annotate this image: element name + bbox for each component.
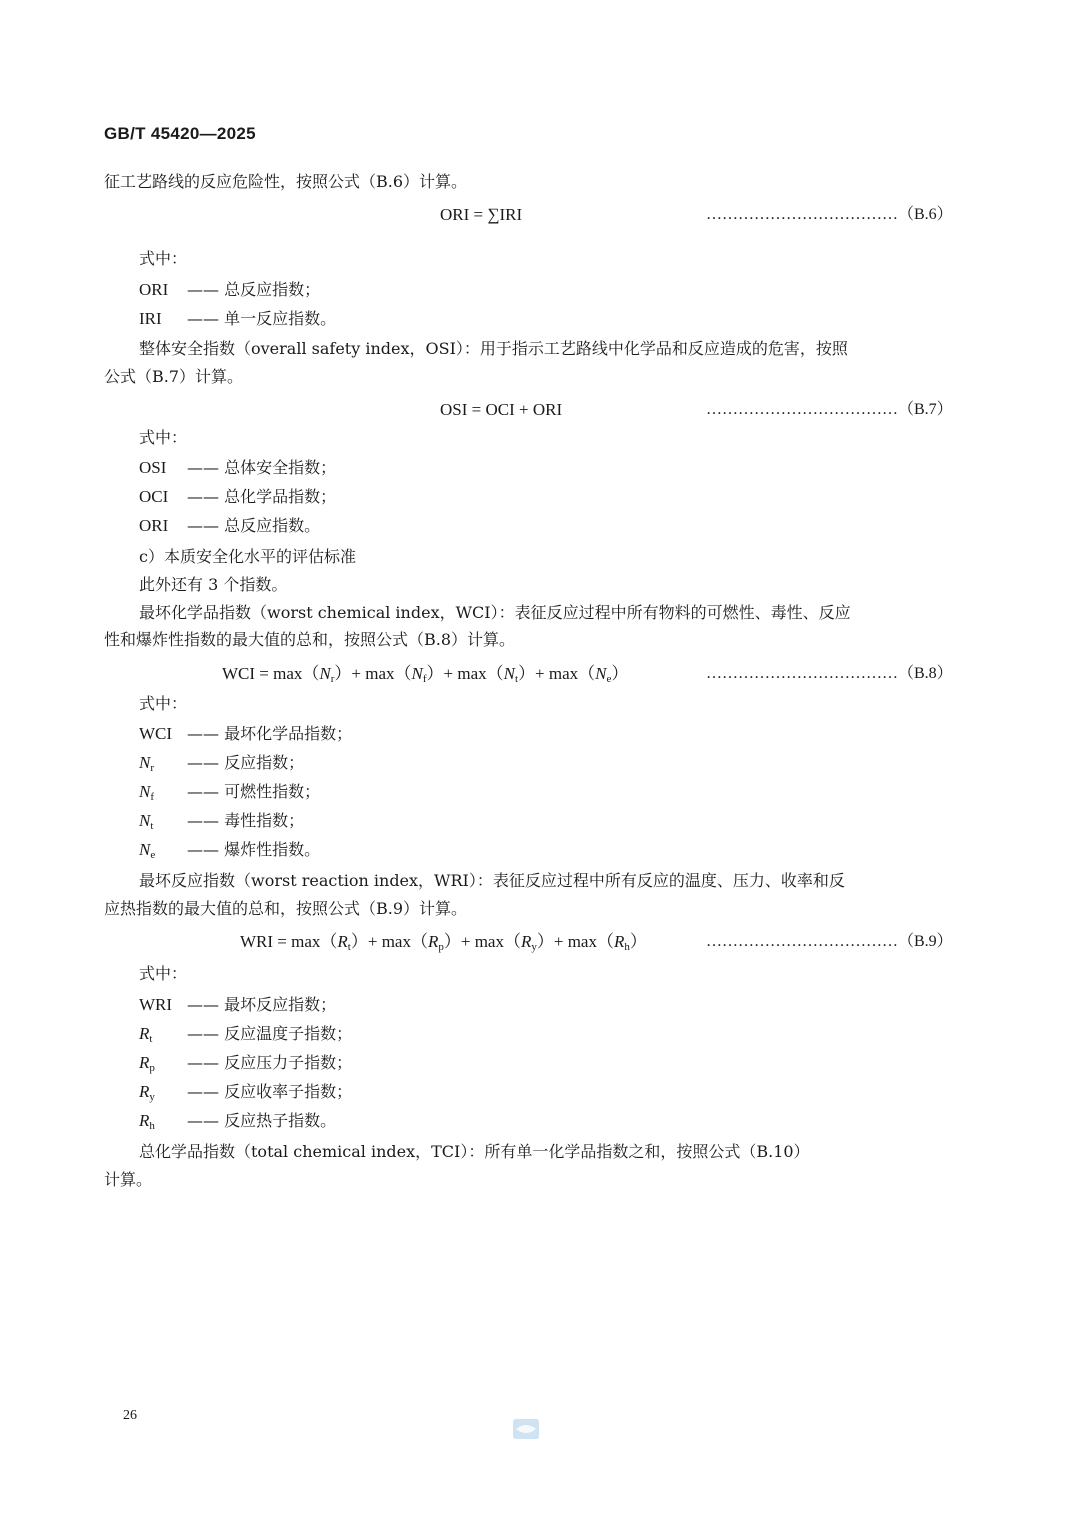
equation-number-b6: ………………………………（B.6） [706, 206, 953, 223]
where-label: 式中： [139, 249, 188, 268]
document-number: GB/T 45420—2025 [104, 124, 256, 143]
paragraph: 性和爆炸性指数的最大值的总和，按照公式（B.8）计算。 [104, 630, 516, 649]
definition-symbol: $R_p$ [139, 1053, 155, 1074]
paragraph: 公式（B.7）计算。 [104, 367, 244, 386]
definition-symbol: WCI [139, 724, 173, 743]
paragraph: 应热指数的最大值的总和，按照公式（B.9）计算。 [104, 899, 468, 918]
definition-text: —— 反应压力子指数； [187, 1053, 353, 1072]
where-label: 式中： [139, 694, 188, 713]
where-label: 式中： [139, 428, 188, 447]
definition-text: —— 爆炸性指数。 [187, 840, 321, 859]
definition-text: —— 反应热子指数。 [187, 1111, 337, 1130]
definition-text: —— 单一反应指数。 [187, 309, 337, 328]
definition-text: —— 反应指数； [187, 753, 305, 772]
definition-symbol: ORI [139, 516, 169, 535]
definition-text: —— 总体安全指数； [187, 458, 337, 477]
paragraph: 征工艺路线的反应危险性，按照公式（B.6）计算。 [104, 172, 468, 191]
list-item-c: c）本质安全化水平的评估标准 [139, 547, 356, 566]
page-number: 26 [123, 1408, 137, 1423]
equation-b9: WRI = $\max(R_t)+ \max(R_p)+ \max(R_y)+ \max(R_h)$ [240, 932, 647, 953]
definition-symbol: $R_h$ [139, 1111, 155, 1132]
paragraph: 计算。 [104, 1170, 153, 1189]
paragraph: 总化学品指数（total chemical index，TCI）：所有单一化学品指数之和，按照公式（B.10） [139, 1142, 810, 1161]
definition-text: —— 总反应指数； [187, 280, 321, 299]
equation-number-b8: ………………………………（B.8） [706, 665, 953, 682]
paragraph: 整体安全指数（overall safety index，OSI）：用于指示工艺路线中化学品和反应造成的危害，按照 [139, 339, 848, 358]
definition-text: —— 最坏化学品指数； [187, 724, 353, 743]
equation-b8: WCI = $\max(N_r)+ \max(N_f)+ \max(N_t)+ \max(N_e)$ [222, 664, 629, 685]
definition-symbol: $N_e$ [139, 840, 156, 861]
definition-text: —— 反应收率子指数； [187, 1082, 353, 1101]
definition-symbol: OCI [139, 487, 169, 506]
definition-text: —— 毒性指数； [187, 811, 305, 830]
definition-symbol: OSI [139, 458, 167, 477]
definition-symbol: $R_y$ [139, 1082, 155, 1103]
equation-number-b7: ………………………………（B.7） [706, 401, 953, 418]
definition-text: —— 最坏反应指数； [187, 995, 337, 1014]
where-label: 式中： [139, 964, 188, 983]
paragraph: 最坏化学品指数（worst chemical index，WCI）：表征反应过程中所有物料的可燃性、毒性、反应 [139, 603, 851, 622]
definition-text: —— 总化学品指数； [187, 487, 337, 506]
definition-text: —— 可燃性指数； [187, 782, 321, 801]
paragraph: 此外还有 3 个指数。 [139, 575, 288, 594]
definition-text: —— 总反应指数。 [187, 516, 321, 535]
definition-text: —— 反应温度子指数； [187, 1024, 353, 1043]
definition-symbol: $N_t$ [139, 811, 154, 832]
definition-symbol: $R_t$ [139, 1024, 153, 1045]
definition-symbol: $N_f$ [139, 782, 155, 803]
definition-symbol: WRI [139, 995, 173, 1014]
equation-number-b9: ………………………………（B.9） [706, 933, 953, 950]
equation-b7: OSI = OCI + ORI [440, 400, 563, 419]
paragraph: 最坏反应指数（worst reaction index，WRI）：表征反应过程中所有反应的温度、压力、收率和反 [139, 871, 845, 890]
definition-symbol: ORI [139, 280, 169, 299]
definition-symbol: $N_r$ [139, 753, 155, 774]
publisher-logo-icon [512, 1416, 540, 1442]
definition-symbol: IRI [139, 309, 162, 328]
equation-b6: ORI = ∑IRI [440, 205, 523, 224]
